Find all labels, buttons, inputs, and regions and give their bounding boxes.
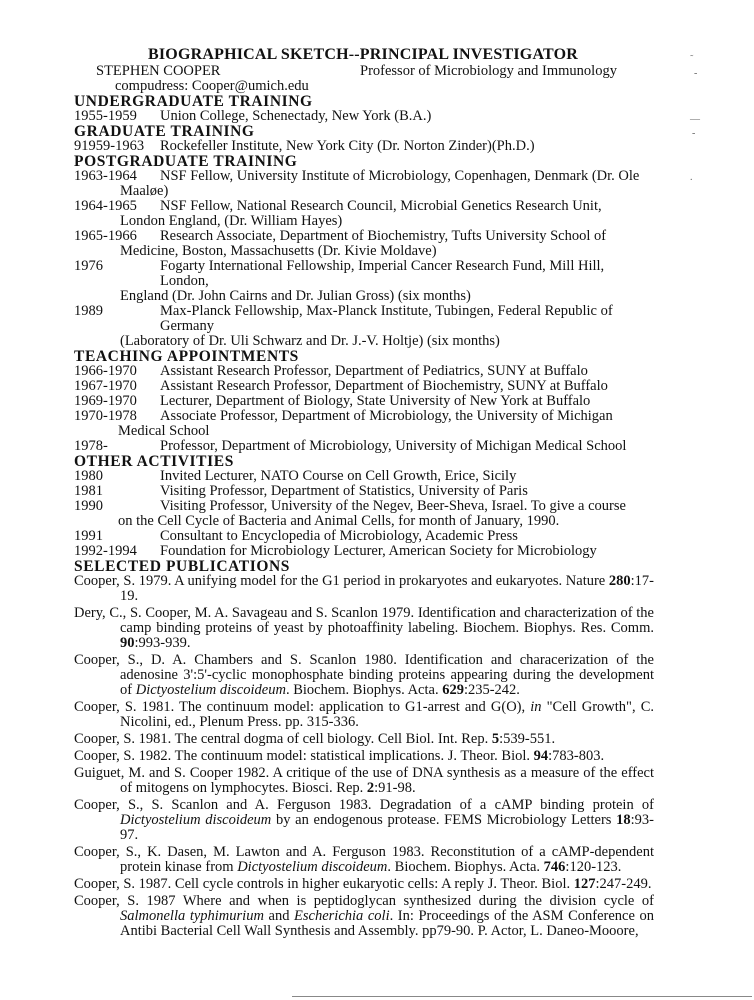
entry-text: Invited Lecturer, NATO Course on Cell Growth, Erice, Sicily bbox=[160, 468, 517, 484]
publication-pre: Dery, C., S. Cooper, M. A. Savageau and S. Scanlon 1979. Identification and characterization of the camp binding proteins of yeast by photoaffinity labeling. Biochem. Biophys. Res. Comm. bbox=[74, 605, 654, 636]
publication-pre: Cooper, S. 1987 Where and when is peptidoglycan synthesized during the division cycle of bbox=[74, 893, 654, 909]
section-heading-other: OTHER ACTIVITIES bbox=[74, 453, 234, 470]
other-activities-list bbox=[74, 469, 654, 559]
publication-pre: Cooper, S. 1987. Cell cycle controls in higher eukaryotic cells: A reply J. Theor. Biol. bbox=[74, 876, 574, 892]
publication-post: :539-551. bbox=[499, 731, 556, 747]
publication-vol: 18 bbox=[616, 812, 631, 828]
list-item bbox=[74, 484, 654, 499]
publication-post: :247-249. bbox=[595, 876, 652, 892]
entry-years: 1969-1970 bbox=[74, 393, 137, 409]
teaching-list bbox=[74, 364, 654, 454]
entry-years: 1967-1970 bbox=[74, 378, 137, 394]
list-item bbox=[74, 529, 654, 544]
publication-vol: 629 bbox=[442, 682, 464, 698]
footer-rule bbox=[292, 996, 752, 997]
entry-years: 1992-1994 bbox=[74, 543, 137, 559]
list-item bbox=[74, 544, 654, 559]
entry-years: 1989 bbox=[74, 303, 103, 319]
undergrad-entry bbox=[74, 109, 654, 124]
publication-vol: 280 bbox=[608, 573, 631, 589]
margin-mark: - bbox=[694, 68, 698, 79]
entry-text: Union College, Schenectady, New York (B.A.) bbox=[160, 108, 432, 124]
publication-pre: Cooper, S., K. Dasen, M. Lawton and A. Ferguson 1983. Reconstitution of a cAMP-dependent protein kinase from bbox=[74, 844, 654, 875]
entry-years: 1991 bbox=[74, 528, 103, 544]
entry-text: Fogarty International Fellowship, Imperial Cancer Research Fund, Mill Hill, London, bbox=[160, 258, 605, 289]
entry-text-continued: Medicine, Boston, Massachusetts (Dr. Kivie Moldave) bbox=[120, 243, 437, 259]
entry-years: 1963-1964 bbox=[74, 168, 137, 184]
entry-years: 1966-1970 bbox=[74, 363, 137, 379]
publication-item bbox=[74, 574, 654, 604]
entry-text: Professor, Department of Microbiology, University of Michigan Medical School bbox=[160, 438, 627, 454]
list-item bbox=[74, 469, 654, 484]
list-item bbox=[74, 439, 654, 454]
publication-ital: Salmonella typhimurium bbox=[120, 908, 264, 924]
publication-vol: 90 bbox=[120, 635, 135, 651]
publication-item bbox=[74, 798, 654, 843]
sketch-body bbox=[74, 94, 654, 939]
entry-text: Lecturer, Department of Biology, State University of New York at Buffalo bbox=[160, 393, 591, 409]
publication-post: :91-98. bbox=[374, 780, 416, 796]
margin-mark: - bbox=[692, 128, 696, 139]
publication-post: :17-19. bbox=[120, 573, 654, 604]
entry-text-continued: England (Dr. John Cairns and Dr. Julian Gross) (six months) bbox=[120, 288, 471, 304]
publication-ital: in bbox=[530, 699, 542, 715]
entry-years: 1964-1965 bbox=[74, 198, 137, 214]
entry-years: 1970-1978 bbox=[74, 408, 137, 424]
publication-item bbox=[74, 700, 654, 730]
entry-text: Max-Planck Fellowship, Max-Planck Institute, Tubingen, Federal Republic of Germany bbox=[160, 303, 613, 334]
list-item bbox=[74, 394, 654, 409]
publication-pre: Cooper, S. 1979. A unifying model for the G1 period in prokaryotes and eukaryotes. Nature bbox=[74, 573, 609, 589]
publication-item bbox=[74, 766, 654, 796]
list-item bbox=[74, 364, 654, 379]
publication-item bbox=[74, 606, 654, 651]
entry-text: Foundation for Microbiology Lecturer, American Society for Microbiology bbox=[160, 543, 597, 559]
publication-ital: Dictyostelium discoideum bbox=[237, 859, 388, 875]
publication-post: :235-242. bbox=[463, 682, 520, 698]
publications-list bbox=[74, 574, 654, 939]
entry-text-continued: (Laboratory of Dr. Uli Schwarz and Dr. J.-V. Holtje) (six months) bbox=[120, 333, 500, 349]
publication-post: :120-123. bbox=[565, 859, 622, 875]
publication-post: :993-939. bbox=[134, 635, 191, 651]
publication-item bbox=[74, 653, 654, 698]
publication-mid: . Biochem. Biophys. Acta. bbox=[387, 859, 544, 875]
publication-mid: by an endogenous protease. FEMS Microbiology Letters bbox=[271, 812, 617, 828]
publication-item bbox=[74, 877, 654, 892]
publication-post: :783-803. bbox=[548, 748, 605, 764]
page-title: BIOGRAPHICAL SKETCH--PRINCIPAL INVESTIGATOR bbox=[148, 46, 579, 63]
entry-text: Consultant to Encyclopedia of Microbiology, Academic Press bbox=[160, 528, 518, 544]
section-heading-undergrad: UNDERGRADUATE TRAINING bbox=[74, 93, 313, 110]
list-item bbox=[74, 499, 654, 529]
entry-text: Assistant Research Professor, Department of Pediatrics, SUNY at Buffalo bbox=[160, 363, 588, 379]
entry-text: NSF Fellow, National Research Council, Microbial Genetics Research Unit, bbox=[160, 198, 602, 214]
publication-pre: Cooper, S. 1981. The central dogma of cell biology. Cell Biol. Int. Rep. bbox=[74, 731, 492, 747]
investigator-position: Professor of Microbiology and Immunology bbox=[360, 63, 617, 79]
investigator-email: compudress: Cooper@umich.edu bbox=[115, 78, 309, 94]
postgrad-list bbox=[74, 169, 654, 349]
entry-text-continued: Maaløe) bbox=[120, 183, 169, 199]
publication-pre: Cooper, S., D. A. Chambers and S. Scanlon 1980. Identification and characerization of the adenosine 3':5'-cyclic monophosphate binding proteins appearing during the development of bbox=[74, 652, 654, 698]
entry-text: Visiting Professor, Department of Statistics, University of Paris bbox=[160, 483, 528, 499]
publication-item bbox=[74, 845, 654, 875]
publication-item bbox=[74, 749, 654, 764]
entry-text: Associate Professor, Department of Microbiology, the University of Michigan bbox=[160, 408, 613, 424]
list-item bbox=[74, 409, 654, 439]
entry-years: 91959-1963 bbox=[74, 138, 145, 154]
section-heading-publications: SELECTED PUBLICATIONS bbox=[74, 558, 291, 575]
publication-pre: Cooper, S. 1981. The continuum model: application to G1-arrest and G(O), bbox=[74, 699, 531, 715]
entry-text-continued: on the Cell Cycle of Bacteria and Animal Cells, for month of January, 1990. bbox=[118, 513, 560, 529]
section-heading-postgrad: POSTGRADUATE TRAINING bbox=[74, 153, 298, 170]
entry-years: 1981 bbox=[74, 483, 103, 499]
entry-text: Rockefeller Institute, New York City (Dr. Norton Zinder)(Ph.D.) bbox=[160, 138, 535, 154]
investigator-name: STEPHEN COOPER bbox=[96, 63, 221, 79]
entry-text: NSF Fellow, University Institute of Microbiology, Copenhagen, Denmark (Dr. Ole bbox=[160, 168, 640, 184]
list-item bbox=[74, 304, 654, 349]
publication-pre: Cooper, S. 1982. The continuum model: statistical implications. J. Theor. Biol. bbox=[74, 748, 534, 764]
publication-ital: Dictyostelium discoideum bbox=[135, 682, 286, 698]
publication-mid: . Biochem. Biophys. Acta. bbox=[285, 682, 443, 698]
entry-text-continued: Medical School bbox=[118, 423, 210, 439]
publication-pre: Guiguet, M. and S. Cooper 1982. A critique of the use of DNA synthesis as a measure of the effect of mitogens on lymphocytes. Biosci. Rep. bbox=[74, 765, 654, 796]
entry-years: 1978- bbox=[74, 438, 108, 454]
margin-mark: ˜ bbox=[690, 54, 694, 65]
list-item bbox=[74, 169, 654, 199]
entry-years: 1976 bbox=[74, 258, 103, 274]
entry-text: Visiting Professor, University of the Negev, Beer-Sheva, Israel. To give a course bbox=[160, 498, 626, 514]
entry-text-continued: London England, (Dr. William Hayes) bbox=[120, 213, 343, 229]
publication-post: :93-97. bbox=[120, 812, 654, 843]
publication-ital: Dictyostelium discoideum bbox=[120, 812, 272, 828]
list-item bbox=[74, 259, 654, 304]
publication-vol: 127 bbox=[573, 876, 596, 892]
entry-years: 1980 bbox=[74, 468, 103, 484]
publication-mid: and bbox=[263, 908, 295, 924]
entry-years: 1965-1966 bbox=[74, 228, 137, 244]
entry-years: 1990 bbox=[74, 498, 103, 514]
publication-item bbox=[74, 894, 654, 939]
margin-mark: — bbox=[690, 114, 700, 125]
section-heading-grad: GRADUATE TRAINING bbox=[74, 123, 255, 140]
list-item bbox=[74, 379, 654, 394]
entry-years: 1955-1959 bbox=[74, 108, 137, 124]
publication-pre: Cooper, S., S. Scanlon and A. Ferguson 1983. Degradation of a cAMP binding protein of bbox=[74, 797, 654, 813]
publication-mid2: . In: Proceedings of the ASM Conference on Antibi Bacterial Cell Wall Synthesis and Assembly. pp79-90. P. Actor, L. Daneo-Mooore, bbox=[120, 908, 654, 939]
publication-vol: 2 bbox=[366, 780, 375, 796]
publication-vol: 94 bbox=[533, 748, 549, 764]
publication-item bbox=[74, 732, 654, 747]
section-heading-teaching: TEACHING APPOINTMENTS bbox=[74, 348, 299, 365]
grad-entry bbox=[74, 139, 654, 154]
publication-vol: 746 bbox=[543, 859, 566, 875]
entry-text: Research Associate, Department of Biochemistry, Tufts University School of bbox=[160, 228, 607, 244]
publication-mid: "Cell Growth", C. Nicolini, ed., Plenum Press. pp. 315-336. bbox=[120, 699, 654, 730]
entry-text: Assistant Research Professor, Department of Biochemistry, SUNY at Buffalo bbox=[160, 378, 608, 394]
margin-mark: . bbox=[690, 172, 693, 183]
publication-ital2: Escherichia coli bbox=[294, 908, 390, 924]
list-item bbox=[74, 229, 654, 259]
list-item bbox=[74, 199, 654, 229]
publication-vol: 5 bbox=[491, 731, 500, 747]
